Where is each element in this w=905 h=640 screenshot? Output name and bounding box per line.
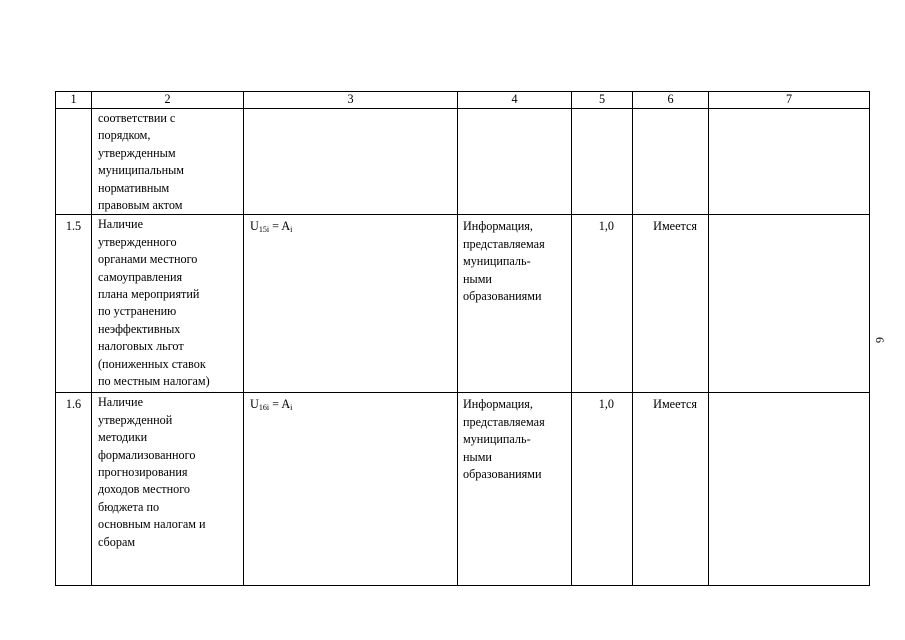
description-line: муниципальным xyxy=(98,163,184,178)
description-line: доходов местного xyxy=(98,482,191,497)
description-cell xyxy=(92,393,244,586)
table-row xyxy=(56,393,870,586)
formula-subscript: 15i xyxy=(258,225,270,235)
weight-cell: 1,0 xyxy=(572,215,633,393)
description-line: налоговых льгот xyxy=(98,339,184,354)
table-row-continuation xyxy=(56,109,870,215)
description-line: правовым актом xyxy=(98,198,183,213)
formula-symbol: U xyxy=(250,219,259,234)
description-line: самоуправления xyxy=(98,269,183,284)
formula-rest-subscript: i xyxy=(290,225,293,235)
description-line: плана мероприятий xyxy=(98,287,200,302)
description-line: порядком, xyxy=(98,128,151,143)
source-line: муниципаль- xyxy=(463,432,531,447)
source-cell xyxy=(458,215,572,393)
description-line: соответствии с xyxy=(98,111,176,125)
description-line: неэффективных xyxy=(98,321,181,336)
table-header-row xyxy=(56,92,870,109)
description-line: органами местного xyxy=(98,252,198,267)
header-cell: 7 xyxy=(709,92,870,109)
source-line: образованиями xyxy=(463,467,542,482)
description-cell xyxy=(92,109,244,215)
formula-rest: = A xyxy=(269,219,291,234)
weight-cell: 1,0 xyxy=(572,393,633,586)
source-line: ными xyxy=(463,449,492,464)
value-cell: Имеется xyxy=(633,215,709,393)
description-line: Наличие xyxy=(98,395,143,410)
source-line: представляемая xyxy=(463,236,545,251)
description-cell xyxy=(92,215,244,393)
description-line: утвержденным xyxy=(98,145,176,160)
num-cell xyxy=(56,109,92,215)
table-row xyxy=(56,215,870,393)
criteria-table xyxy=(55,91,870,586)
value-cell xyxy=(633,109,709,215)
source-line: представляемая xyxy=(463,414,545,429)
source-line: муниципаль- xyxy=(463,254,531,269)
num-cell: 1.6 xyxy=(56,393,92,586)
description-line: утвержденного xyxy=(98,234,177,249)
header-cell: 2 xyxy=(92,92,244,109)
formula-cell xyxy=(244,393,458,586)
source-cell xyxy=(458,109,572,215)
description-line: бюджета по xyxy=(98,499,160,514)
description-line: методики xyxy=(98,430,148,445)
description-line: утвержденной xyxy=(98,412,173,427)
description-line: по устранению xyxy=(98,304,177,319)
header-cell: 6 xyxy=(633,92,709,109)
page-number: 6 xyxy=(873,337,887,343)
description-line: основным налогам и xyxy=(98,517,206,532)
description-line: нормативным xyxy=(98,180,170,195)
formula-cell xyxy=(244,109,458,215)
formula-cell xyxy=(244,215,458,393)
num-cell: 1.5 xyxy=(56,215,92,393)
formula-rest: = A xyxy=(269,397,291,412)
formula-rest-subscript: i xyxy=(290,403,293,413)
header-cell: 4 xyxy=(458,92,572,109)
source-line: ными xyxy=(463,271,492,286)
value-cell: Имеется xyxy=(633,393,709,586)
source-line: Информация, xyxy=(463,219,533,234)
header-cell: 5 xyxy=(572,92,633,109)
description-line: прогнозирования xyxy=(98,465,188,480)
note-cell xyxy=(709,109,870,215)
description-line: по местным налогам) xyxy=(98,374,210,389)
header-cell: 3 xyxy=(244,92,458,109)
note-cell xyxy=(709,393,870,586)
formula-symbol: U xyxy=(250,397,259,412)
header-cell: 1 xyxy=(56,92,92,109)
description-line: (пониженных ставок xyxy=(98,356,206,371)
source-cell xyxy=(458,393,572,586)
note-cell xyxy=(709,215,870,393)
description-line: Наличие xyxy=(98,217,143,232)
description-line: сборам xyxy=(98,534,136,549)
source-line: образованиями xyxy=(463,289,542,304)
source-line: Информация, xyxy=(463,397,533,412)
description-line: формализованного xyxy=(98,447,196,462)
formula-subscript: 16i xyxy=(258,403,270,413)
weight-cell xyxy=(572,109,633,215)
